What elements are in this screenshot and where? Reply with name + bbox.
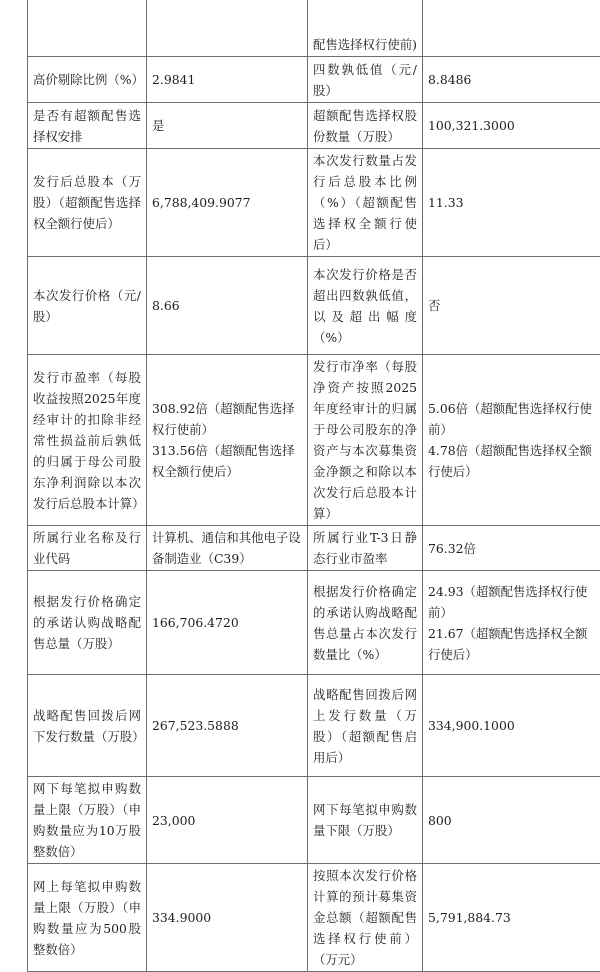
row-label <box>28 0 147 57</box>
row-value-2: 334,900.1000 <box>423 675 600 777</box>
row-label: 战略配售回拨后网下发行数量（万股） <box>28 675 147 777</box>
row-value <box>147 355 308 526</box>
table-row <box>28 149 600 257</box>
row-label-2: 本次发行价格是否超出四数孰低值，以及超出幅度（%） <box>308 257 423 355</box>
table-row <box>28 57 600 103</box>
row-value-2: 800 <box>423 777 600 864</box>
row-label-2: 配售选择权行使前) <box>308 0 423 57</box>
row-label: 所属行业名称及行业代码 <box>28 526 147 571</box>
row-value-2 <box>423 571 600 675</box>
row-value: 8.66 <box>147 257 308 355</box>
row-value-2: 8.8486 <box>423 57 600 103</box>
row-label-2: 本次发行数量占发行后总股本比例（%）（超额配售选择权全额行使后） <box>308 149 423 257</box>
row-value-2: 11.33 <box>423 149 600 257</box>
row-value-2: 5,791,884.73 <box>423 864 600 972</box>
row-value-line: 5.06倍（超额配售选择权行使前） <box>428 398 597 440</box>
row-label: 本次发行价格（元/股） <box>28 257 147 355</box>
table-row <box>28 103 600 149</box>
row-label-2: 战略配售回拨后网上发行数量（万股）（超额配售启用后） <box>308 675 423 777</box>
row-label-2: 发行市净率（每股净资产按照2025年度经审计的归属于母公司股东的净资产与本次募集资金净额之和除以本次发行后总股本计算） <box>308 355 423 526</box>
row-value: 2.9841 <box>147 57 308 103</box>
row-label: 网上每笔拟申购数量上限（万股）（申购数量应为500股整数倍） <box>28 864 147 972</box>
table-row <box>28 571 600 675</box>
row-label-2: 所属行业T-3日静态行业市盈率 <box>308 526 423 571</box>
row-label-2: 网下每笔拟申购数量下限（万股） <box>308 777 423 864</box>
row-label: 发行后总股本（万股）（超额配售选择权全额行使后） <box>28 149 147 257</box>
row-label: 发行市盈率（每股收益按照2025年度经审计的扣除非经常性损益前后孰低的归属于母公司股东净利润除以本次发行后总股本计算） <box>28 355 147 526</box>
row-value: 是 <box>147 103 308 149</box>
table-row <box>28 257 600 355</box>
row-value: 166,706.4720 <box>147 571 308 675</box>
row-label: 高价剔除比例（%） <box>28 57 147 103</box>
row-value <box>147 0 308 57</box>
row-value: 267,523.5888 <box>147 675 308 777</box>
row-label: 是否有超额配售选择权安排 <box>28 103 147 149</box>
offering-info-table <box>27 0 600 972</box>
row-value-line: 308.92倍（超额配售选择权行使前） <box>152 398 302 440</box>
row-label-2: 按照本次发行价格计算的预计募集资金总额（超额配售选择权行使前）（万元） <box>308 864 423 972</box>
row-value-line: 313.56倍（超额配售选择权全额行使后） <box>152 440 302 482</box>
row-value: 6,788,409.9077 <box>147 149 308 257</box>
row-label-2: 根据发行价格确定的承诺认购战略配售总量占本次发行数量比（%） <box>308 571 423 675</box>
row-value-line: 21.67（超额配售选择权全额行使后） <box>428 623 597 665</box>
row-label-2: 四数孰低值（元/股） <box>308 57 423 103</box>
row-label: 根据发行价格确定的承诺认购战略配售总量（万股） <box>28 571 147 675</box>
table-row <box>28 675 600 777</box>
row-value: 334.9000 <box>147 864 308 972</box>
table-row <box>28 864 600 972</box>
row-value-2 <box>423 0 600 57</box>
row-value-2: 否 <box>423 257 600 355</box>
row-label-2: 超额配售选择权股份数量（万股） <box>308 103 423 149</box>
table-row <box>28 526 600 571</box>
row-value-line: 24.93（超额配售选择权行使前） <box>428 581 597 623</box>
row-value-2 <box>423 355 600 526</box>
row-value-2: 76.32倍 <box>423 526 600 571</box>
table-row <box>28 777 600 864</box>
table-row <box>28 355 600 526</box>
row-value: 计算机、通信和其他电子设备制造业（C39） <box>147 526 308 571</box>
table-row <box>28 0 600 57</box>
row-value-2: 100,321.3000 <box>423 103 600 149</box>
row-label: 网下每笔拟申购数量上限（万股）（申购数量应为10万股整数倍） <box>28 777 147 864</box>
row-value-line: 4.78倍（超额配售选择权全额行使后） <box>428 440 597 482</box>
row-value: 23,000 <box>147 777 308 864</box>
